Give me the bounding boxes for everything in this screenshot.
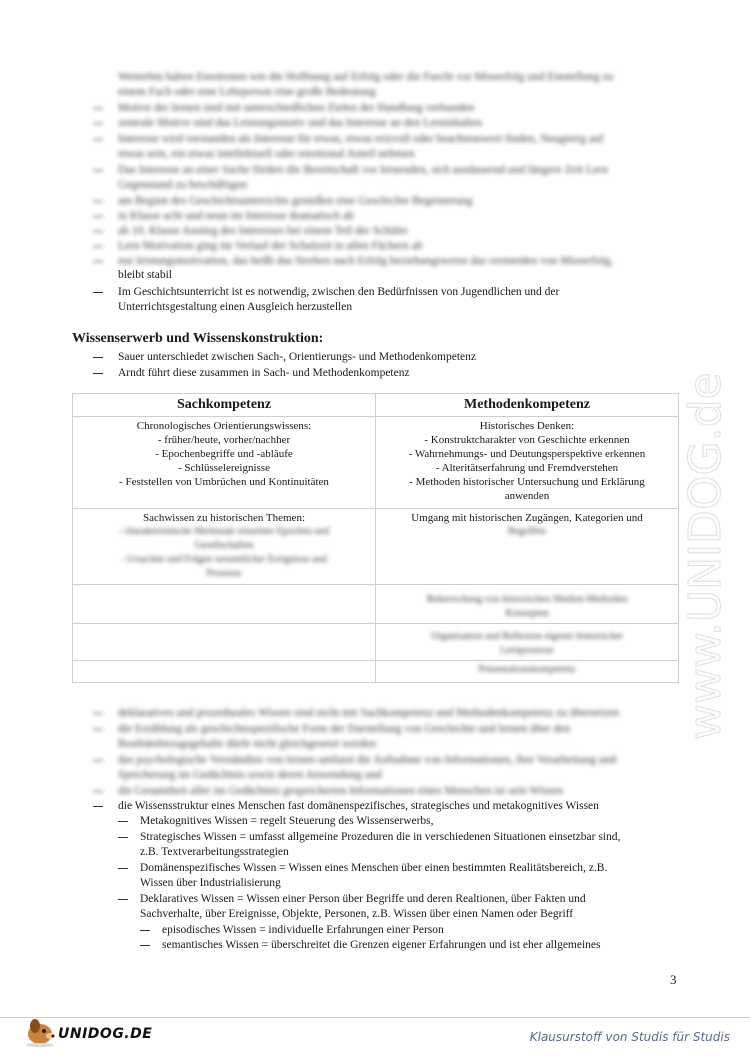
knowledge-subsub: semantisches Wissen = überschreitet die Grenzen eigener Erfahrungen und ist eher allgemeines [162, 939, 601, 951]
page-number: 3 [670, 972, 677, 987]
blurred-line: Gegenstand zu beschäftigen [118, 179, 248, 191]
section-heading: Wissenserwerb und Wissenskonstruktion: [72, 331, 324, 346]
logo-text: UNIDOG.DE [58, 1026, 153, 1042]
table-header-methodenkompetenz: Methodenkompetenz [376, 394, 679, 417]
document-page: Weiterhin haben Emotionen wie die Hoffnung auf Erfolg oder die Furcht vor Misserfolg und Einstellung zu einem Fach oder eine Lehrperson eine große Bedeutung Motive der lernen sind mit unterschiedlichen Zielen der Handlung verbunden zentrale Motive sind das Leistungsmotiv und das Interesse an den Lerninhalten Interesse wird verstanden als Interesse für etwas, etwas reizvoll oder beachtenswert finden, Neugierig auf etwas sein, ein etwas intellektuell oder emotional Anteil nehmen Das Interesse an einer Sache fördert die Bereitschaft vor lernenden, sich ausdauernd und längere Zeit Lern Gegenstand zu beschäftigen am Beginn des Geschichtsunterrichts genießen eine Geschichte Begeisterung in Klasse acht und neun im Interesse dramatisch ab ab 10. Klasse Anstieg des Interesses bei einem Teil der Schüler Lern Motivation ging im Verlauf der Schulzeit in allen Fächern ab nur leistungsmotivation, das heißt das Streben nach Erfolg beziehungsweise das vermeiden von Misserfolg, bleibt stabil Im Geschichtsunterricht ist es notwendig, zwischen den Bedürfnissen von Jugendlichen und der Unterrichtsgestaltung einen Ausgleich herzustellen Wissenserwerb und Wissenskonstruktion: Sauer unterschiedet zwischen Sach-, Orientierungs- und Methodenkompetenz Arndt führt diese zusammen in Sach- und Methodenkompetenz Sachkompetenz Methodenkompetenz Chronologisches Orientierungswissens: - früher/heute, vorher/nachher - Epochenbegriffe und -abläufe - Schlüsselereignisse - Feststellen von Umbrüchen und Kontinuitäten Historisches Denken: - Konstruktcharakter von Geschichte erkennen - Wahrnehmungs- und Deutungsperspektive erkennen - Alteritätserfahrung und Fremdverstehen - Methoden historischer Untersuchung und Erklärung anwenden Sachwissen zu historischen Themen: - charakteristische Merkmale einzelner Epochen und Gesellschaften - Ursachen und Folgen wesentlicher Ereignisse und Prozesse Umgang mit historischen Zugängen, Kategorien und Begriffen Beherrschung von historischen Medien-Methoden Konzepten Organisation und Reflexion eigener historischer Lernprozesse Präsentationskompetenz deklaratives und prozedurales Wissen sind nicht mit Sachkompetenz und Methodenkompetenz zu übersetzen die Erzählung als geschichtsspezifische Form der Darstellung von Geschichte und lernen über den Realitätsbezugsgehalte dürfe nicht gleichgesetzt werden das psychologische Verständnis von lernen umfasst die Aufnahme von Informationen, ihre Verarbeitung und Speicherung im Gedächtnis sowie deren Anwendung und die Gesamtheit aller im Gedächtnis gespeicherten Informationen eines Menschen ist sein Wissen die Wissensstruktur eines Menschen fast domänenspezifisches, strategisches und metakognitives Wissen Metakognitives Wissen = regelt Steuerung des Wissenserwerbs, Strategisches Wissen = umfasst allgemeine Prozeduren die in verschiedenen Situationen einsetzbar sind, z.B. Textverarbeitungsstrategien Domänenspezifisches Wissen = Wissen eines Menschen über einen bestimmten Realitätsbereich, z.B. Wissen über Industrialisierung Deklaratives Wissen = Wissen einer Person über Begriffe und deren Realtionen, über Fakten und Sachverhalte, über Ereignisse, Objekte, Personen, z.B. Wissen über einen Namen oder Begriff episodisches Wissen = individuelle Erfahrungen einer Person semantisches Wissen = überschreitet die Grenzen eigener Erfahrungen und ist eher allgemeines www.UNIDOG.de 3 UNIDOG.DE Klausurstoff von Studis für Studis [0, 0, 750, 1060]
blurred-line: zentrale Motive sind das Leistungsmotiv und das Interesse an den Lerninhalten [118, 117, 483, 129]
table-cell: Chronologisches Orientierungswissens: - früher/heute, vorher/nachher - Epochenbegriffe und -abläufe - Schlüsselereignisse - Feststellen von Umbrüchen und Kontinuitäten [73, 417, 376, 509]
blurred-line: Lern Motivation ging im Verlauf der Schulzeit in allen Fächern ab [118, 240, 423, 252]
table-cell [73, 624, 376, 661]
table-cell: Umgang mit historischen Zugängen, Kategorien und Begriffen [376, 509, 679, 585]
section-bullet: Arndt führt diese zusammen in Sach- und Methodenkompetenz [118, 367, 410, 379]
table-cell: Organisation und Reflexion eigener historischer Lernprozesse [376, 624, 679, 661]
table-header-sachkompetenz: Sachkompetenz [73, 394, 376, 417]
knowledge-sub: Deklaratives Wissen = Wissen einer Person über Begriffe und deren Realtionen, über Fakten und [140, 893, 586, 905]
knowledge-sub: Metakognitives Wissen = regelt Steuerung des Wissenserwerbs, [140, 815, 434, 827]
blurred-line: etwas sein, ein etwas intellektuell oder emotional Anteil nehmen [118, 148, 415, 160]
blurred-line: in Klasse acht und neun im Interesse dramatisch ab [118, 210, 354, 222]
knowledge-sub-cont: Wissen über Industrialisierung [140, 877, 281, 889]
knowledge-subsub: episodisches Wissen = individuelle Erfahrungen einer Person [162, 924, 444, 936]
blurred-line: Das Interesse an einer Sache fördert die Bereitschaft vor lernenden, sich ausdauernd und längere Zeit Lern [118, 164, 608, 176]
intro-bullet: Im Geschichtsunterricht ist es notwendig, zwischen den Bedürfnissen von Jugendlichen und der [118, 286, 560, 298]
blurred-line: ab 10. Klasse Anstieg des Interesses bei einem Teil der Schüler [118, 225, 408, 237]
intro-bullet-cont: Unterrichtsgestaltung einen Ausgleich herzustellen [118, 301, 353, 313]
blurred-line: Interesse wird verstanden als Interesse für etwas, etwas reizvoll oder beachtenswert finden, Neugierig auf [118, 133, 604, 145]
blurred-line: einem Fach oder eine Lehrperson eine große Bedeutung [118, 86, 376, 98]
blurred-line: am Beginn des Geschichtsunterrichts genießen eine Geschichte Begeisterung [118, 195, 473, 207]
blurred-line: Weiterhin haben Emotionen wie die Hoffnung auf Erfolg oder die Furcht vor Misserfolg und Einstellung zu [118, 71, 614, 83]
knowledge-sub: Domänenspezifisches Wissen = Wissen eines Menschen über einen bestimmten Realitätsbereich, z.B. [140, 862, 608, 874]
table-cell: Beherrschung von historischen Medien-Methoden Konzepten [376, 585, 679, 624]
table-cell: Historisches Denken: - Konstruktcharakter von Geschichte erkennen - Wahrnehmungs- und Deutungsperspektive erkennen - Alteritätserfahrung und Fremdverstehen - Methoden historischer Untersuchung und Erklärung anwenden [376, 417, 679, 509]
section-bullet: Sauer unterschiedet zwischen Sach-, Orientierungs- und Methodenkompetenz [118, 351, 476, 363]
knowledge-sub-cont: Sachverhalte, über Ereignisse, Objekte, Personen, z.B. Wissen über einen Namen oder Begriff [140, 908, 574, 920]
table-cell: Präsentationskompetenz [376, 661, 679, 683]
knowledge-bullet: die Wissensstruktur eines Menschen fast domänenspezifisches, strategisches und metakognitives Wissen [118, 800, 599, 812]
table-cell [73, 661, 376, 683]
watermark [650, 300, 750, 740]
footer-tagline: Klausurstoff von Studis für Studis [529, 1030, 730, 1044]
blurred-line: nur leistungsmotivation, das heißt das Streben nach Erfolg beziehungsweise das vermeiden von Misserfolg, [118, 255, 614, 267]
intro-tail: bleibt stabil [118, 269, 172, 281]
knowledge-sub: Strategisches Wissen = umfasst allgemeine Prozeduren die in verschiedenen Situationen einsetzbar sind, [140, 831, 621, 843]
competence-table [72, 393, 679, 683]
knowledge-sub-cont: z.B. Textverarbeitungsstrategien [140, 846, 289, 858]
table-cell [73, 585, 376, 624]
table-cell: Sachwissen zu historischen Themen: - charakteristische Merkmale einzelner Epochen und Gesellschaften - Ursachen und Folgen wesentlicher Ereignisse und Prozesse [73, 509, 376, 585]
blurred-line: Motive der lernen sind mit unterschiedlichen Zielen der Handlung verbunden [118, 102, 475, 114]
svg-text:www.UNIDOG.de: www.UNIDOG.de [680, 372, 731, 740]
